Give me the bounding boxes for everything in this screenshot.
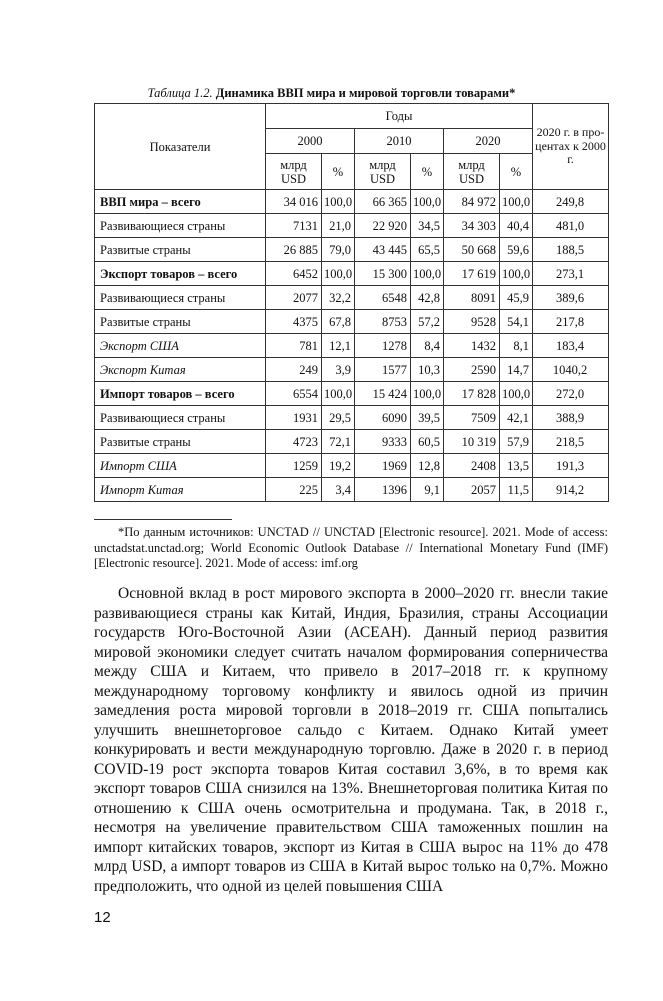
table-body [95, 190, 609, 502]
cell-percent: 100,0 [322, 190, 355, 214]
cell-value: 781 [266, 334, 322, 358]
header-unit-pct: % [411, 154, 444, 190]
cell-change: 183,4 [533, 334, 609, 358]
table-row [95, 430, 609, 454]
header-indicator: Показатели [95, 104, 266, 190]
cell-percent: 10,3 [411, 358, 444, 382]
row-label: Развивающиеся страны [95, 286, 266, 310]
cell-percent: 21,0 [322, 214, 355, 238]
header-change: 2020 г. в про-центах к 2000 г. [533, 104, 609, 190]
header-year-2000: 2000 [266, 129, 355, 154]
table-row [95, 310, 609, 334]
cell-value: 225 [266, 478, 322, 502]
cell-value: 1969 [355, 454, 411, 478]
row-label: Импорт товаров – всего [95, 382, 266, 406]
cell-change: 191,3 [533, 454, 609, 478]
cell-percent: 57,2 [411, 310, 444, 334]
row-label: Импорт США [95, 454, 266, 478]
cell-change: 272,0 [533, 382, 609, 406]
cell-percent: 100,0 [411, 262, 444, 286]
cell-percent: 11,5 [500, 478, 533, 502]
cell-value: 1931 [266, 406, 322, 430]
cell-value: 1396 [355, 478, 411, 502]
cell-value: 2057 [444, 478, 500, 502]
cell-percent: 12,1 [322, 334, 355, 358]
cell-percent: 100,0 [500, 262, 533, 286]
cell-value: 9528 [444, 310, 500, 334]
cell-change: 1040,2 [533, 358, 609, 382]
cell-value: 6090 [355, 406, 411, 430]
cell-value: 4375 [266, 310, 322, 334]
footnote [94, 525, 608, 572]
cell-percent: 8,1 [500, 334, 533, 358]
cell-percent: 42,8 [411, 286, 444, 310]
cell-value: 1259 [266, 454, 322, 478]
cell-value: 43 445 [355, 238, 411, 262]
cell-percent: 72,1 [322, 430, 355, 454]
cell-change: 914,2 [533, 478, 609, 502]
cell-value: 34 303 [444, 214, 500, 238]
cell-percent: 59,6 [500, 238, 533, 262]
table-row [95, 454, 609, 478]
table-row [95, 358, 609, 382]
table-caption [0, 85, 663, 101]
cell-value: 6452 [266, 262, 322, 286]
cell-value: 17 619 [444, 262, 500, 286]
cell-change: 481,0 [533, 214, 609, 238]
page-number: 12 [94, 909, 111, 926]
header-year-2020: 2020 [444, 129, 533, 154]
cell-percent: 19,2 [322, 454, 355, 478]
cell-value: 15 424 [355, 382, 411, 406]
cell-value: 8753 [355, 310, 411, 334]
cell-percent: 100,0 [322, 262, 355, 286]
cell-value: 1432 [444, 334, 500, 358]
cell-percent: 100,0 [411, 190, 444, 214]
cell-change: 188,5 [533, 238, 609, 262]
cell-change: 217,8 [533, 310, 609, 334]
table-row [95, 214, 609, 238]
cell-percent: 100,0 [500, 382, 533, 406]
cell-value: 9333 [355, 430, 411, 454]
body-paragraph [94, 584, 608, 896]
cell-percent: 67,8 [322, 310, 355, 334]
cell-change: 249,8 [533, 190, 609, 214]
cell-value: 7509 [444, 406, 500, 430]
cell-value: 4723 [266, 430, 322, 454]
row-label: Экспорт Китая [95, 358, 266, 382]
table-row [95, 382, 609, 406]
cell-value: 17 828 [444, 382, 500, 406]
cell-percent: 29,5 [322, 406, 355, 430]
cell-value: 2590 [444, 358, 500, 382]
header-years: Годы [266, 104, 533, 129]
cell-value: 7131 [266, 214, 322, 238]
cell-percent: 45,9 [500, 286, 533, 310]
header-unit-bn: млрд USD [355, 154, 411, 190]
cell-percent: 60,5 [411, 430, 444, 454]
cell-value: 2077 [266, 286, 322, 310]
cell-percent: 57,9 [500, 430, 533, 454]
cell-change: 273,1 [533, 262, 609, 286]
header-unit-bn: млрд USD [266, 154, 322, 190]
cell-value: 8091 [444, 286, 500, 310]
cell-percent: 42,1 [500, 406, 533, 430]
table-caption-title: Динамика ВВП мира и мировой торговли товарами* [215, 86, 516, 100]
cell-value: 66 365 [355, 190, 411, 214]
cell-change: 218,5 [533, 430, 609, 454]
cell-change: 389,6 [533, 286, 609, 310]
header-unit-pct: % [322, 154, 355, 190]
row-label: Развивающиеся страны [95, 406, 266, 430]
row-label: Развитые страны [95, 238, 266, 262]
table-row [95, 334, 609, 358]
cell-percent: 65,5 [411, 238, 444, 262]
cell-value: 1278 [355, 334, 411, 358]
cell-value: 1577 [355, 358, 411, 382]
cell-percent: 3,4 [322, 478, 355, 502]
cell-percent: 79,0 [322, 238, 355, 262]
cell-value: 15 300 [355, 262, 411, 286]
table-row [95, 190, 609, 214]
table-row [95, 238, 609, 262]
cell-percent: 9,1 [411, 478, 444, 502]
cell-percent: 12,8 [411, 454, 444, 478]
cell-percent: 34,5 [411, 214, 444, 238]
cell-percent: 40,4 [500, 214, 533, 238]
cell-value: 50 668 [444, 238, 500, 262]
cell-percent: 100,0 [500, 190, 533, 214]
header-unit-pct: % [500, 154, 533, 190]
table-row [95, 406, 609, 430]
cell-percent: 100,0 [322, 382, 355, 406]
body-paragraph-text: Основной вклад в рост мирового экспорта в 2000–2020 гг. внесли такие развивающиеся страны как Китай, Индия, Бразилия, страны Ассоциации государств Юго-Восточной Азии (АСЕАН). Данный период развития мировой экономики следует считать началом формирования соперничества между США и Китаем, что привело в 2017–2018 гг. к крупному международному торговому конфликту и явилось одной из причин замедления роста мировой торговли в 2018–2019 гг. США попытались улучшить внешнеторговое сальдо с Китаем. Однако Китай умеет конкурировать и вести международную торговлю. Даже в 2020 г. в период COVID-19 рост экспорта товаров Китая составил 3,6%, в то время как экспорт товаров США снизился на 13%. Внешнеторговая политика Китая по отношению к США очень осмотрительна и продумана. Так, в 2018 г., несмотря на увеличение правительством США таможенных пошлин на импорт китайских товаров, экспорт из Китая в США вырос на 11% до 478 млрд USD, а импорт товаров из США в Китай вырос только на 0,7%. Можно предположить, что одной из целей повышения США [94, 585, 608, 895]
cell-percent: 32,2 [322, 286, 355, 310]
row-label: ВВП мира – всего [95, 190, 266, 214]
cell-percent: 54,1 [500, 310, 533, 334]
row-label: Экспорт товаров – всего [95, 262, 266, 286]
cell-percent: 3,9 [322, 358, 355, 382]
cell-value: 10 319 [444, 430, 500, 454]
cell-percent: 100,0 [411, 382, 444, 406]
cell-percent: 13,5 [500, 454, 533, 478]
row-label: Развитые страны [95, 310, 266, 334]
row-label: Развитые страны [95, 430, 266, 454]
cell-value: 26 885 [266, 238, 322, 262]
table-row [95, 286, 609, 310]
row-label: Экспорт США [95, 334, 266, 358]
cell-value: 6554 [266, 382, 322, 406]
gdp-trade-table [94, 103, 609, 502]
cell-value: 2408 [444, 454, 500, 478]
cell-value: 84 972 [444, 190, 500, 214]
cell-percent: 8,4 [411, 334, 444, 358]
cell-value: 249 [266, 358, 322, 382]
footnote-text: *По данным источников: UNCTAD // UNCTAD [Electronic resource]. 2021. Mode of access: unctadstat.unctad.org; World Economic Outlook Database // International Monetary Fund (IMF) [Electronic resource]. 2021. Mode of access: imf.org [94, 525, 608, 570]
cell-value: 6548 [355, 286, 411, 310]
table-caption-label: Таблица 1.2. [147, 86, 213, 100]
header-unit-bn: млрд USD [444, 154, 500, 190]
cell-percent: 14,7 [500, 358, 533, 382]
row-label: Импорт Китая [95, 478, 266, 502]
row-label: Развивающиеся страны [95, 214, 266, 238]
header-year-2010: 2010 [355, 129, 444, 154]
cell-change: 388,9 [533, 406, 609, 430]
cell-value: 34 016 [266, 190, 322, 214]
cell-value: 22 920 [355, 214, 411, 238]
table-row [95, 262, 609, 286]
table-row [95, 478, 609, 502]
cell-percent: 39,5 [411, 406, 444, 430]
footnote-divider [94, 519, 232, 520]
